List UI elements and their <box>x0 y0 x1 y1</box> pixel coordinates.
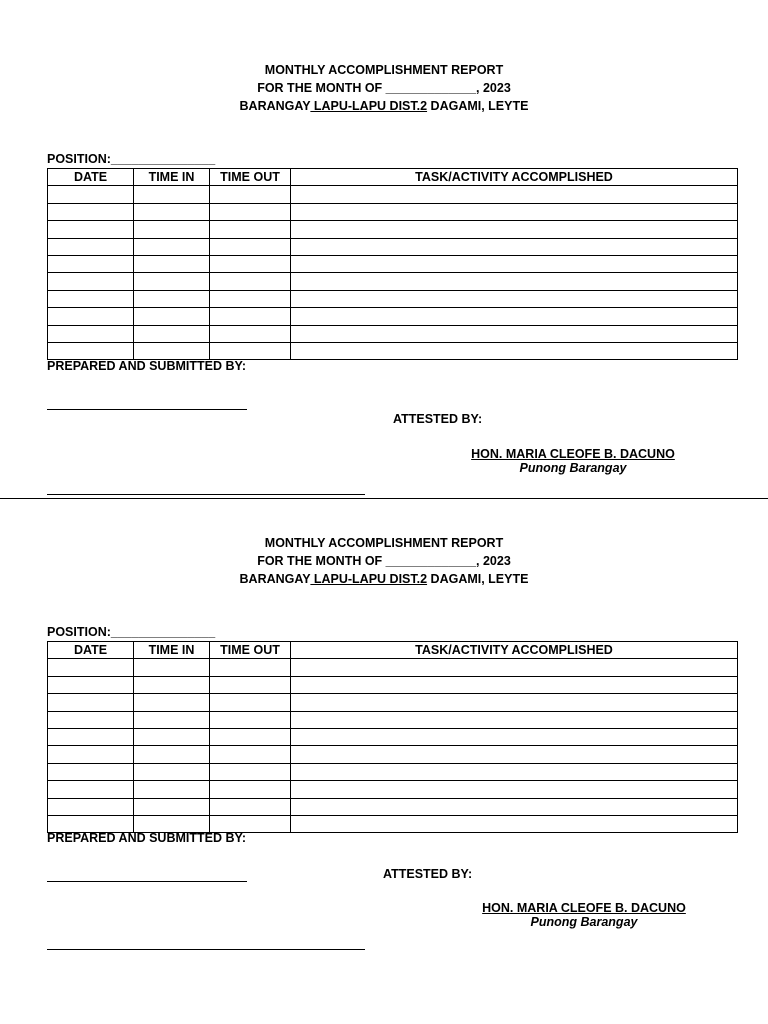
table-row[interactable] <box>48 746 738 763</box>
attester-signature-line[interactable] <box>47 949 365 950</box>
month-line: FOR THE MONTH OF _____________, 2023 <box>257 554 511 568</box>
position-field[interactable]: POSITION:_______________ <box>47 625 216 639</box>
barangay-name: LAPU-LAPU DIST.2 <box>310 572 428 586</box>
preparer-signature-line[interactable] <box>47 409 247 410</box>
prepared-by-label: PREPARED AND SUBMITTED BY: <box>47 359 247 373</box>
attested-by-label: ATTESTED BY: <box>383 867 473 881</box>
table-row[interactable] <box>48 342 738 359</box>
table-row[interactable] <box>48 290 738 307</box>
accomplishment-table <box>47 641 738 833</box>
report-form-bottom <box>0 473 768 973</box>
month-line: FOR THE MONTH OF _____________, 2023 <box>257 81 511 95</box>
official-title: Punong Barangay <box>519 461 627 475</box>
col-time-in: TIME IN <box>134 169 210 186</box>
table-row[interactable] <box>48 711 738 728</box>
table-row[interactable] <box>48 308 738 325</box>
table-row[interactable] <box>48 255 738 272</box>
table-row[interactable] <box>48 238 738 255</box>
table-row[interactable] <box>48 798 738 815</box>
official-name: HON. MARIA CLEOFE B. DACUNO <box>471 447 675 461</box>
official-block <box>434 901 734 929</box>
col-date: DATE <box>48 642 134 659</box>
table-header-row <box>48 642 738 659</box>
official-title: Punong Barangay <box>530 915 638 929</box>
table-row[interactable] <box>48 273 738 290</box>
table-row[interactable] <box>48 763 738 780</box>
col-date: DATE <box>48 169 134 186</box>
report-title: MONTHLY ACCOMPLISHMENT REPORT <box>264 63 504 77</box>
col-task: TASK/ACTIVITY ACCOMPLISHED <box>291 169 738 186</box>
table-row[interactable] <box>48 203 738 220</box>
report-form-top <box>0 0 768 500</box>
table-row[interactable] <box>48 221 738 238</box>
col-task: TASK/ACTIVITY ACCOMPLISHED <box>291 642 738 659</box>
attested-by-label: ATTESTED BY: <box>393 412 483 426</box>
table-row[interactable] <box>48 676 738 693</box>
barangay-line: BARANGAY LAPU-LAPU DIST.2 DAGAMI, LEYTE <box>239 99 529 113</box>
barangay-line: BARANGAY LAPU-LAPU DIST.2 DAGAMI, LEYTE <box>239 572 529 586</box>
barangay-name: LAPU-LAPU DIST.2 <box>310 99 428 113</box>
table-row[interactable] <box>48 694 738 711</box>
position-field[interactable]: POSITION:_______________ <box>47 152 216 166</box>
table-row[interactable] <box>48 659 738 676</box>
official-block <box>423 447 723 475</box>
preparer-signature-line[interactable] <box>47 881 247 882</box>
table-header-row <box>48 169 738 186</box>
official-name: HON. MARIA CLEOFE B. DACUNO <box>482 901 686 915</box>
col-time-out: TIME OUT <box>210 642 291 659</box>
accomplishment-table <box>47 168 738 360</box>
table-row[interactable] <box>48 325 738 342</box>
table-row[interactable] <box>48 186 738 203</box>
table-row[interactable] <box>48 781 738 798</box>
prepared-by-label: PREPARED AND SUBMITTED BY: <box>47 831 247 845</box>
col-time-out: TIME OUT <box>210 169 291 186</box>
table-row[interactable] <box>48 728 738 745</box>
report-title: MONTHLY ACCOMPLISHMENT REPORT <box>264 536 504 550</box>
col-time-in: TIME IN <box>134 642 210 659</box>
